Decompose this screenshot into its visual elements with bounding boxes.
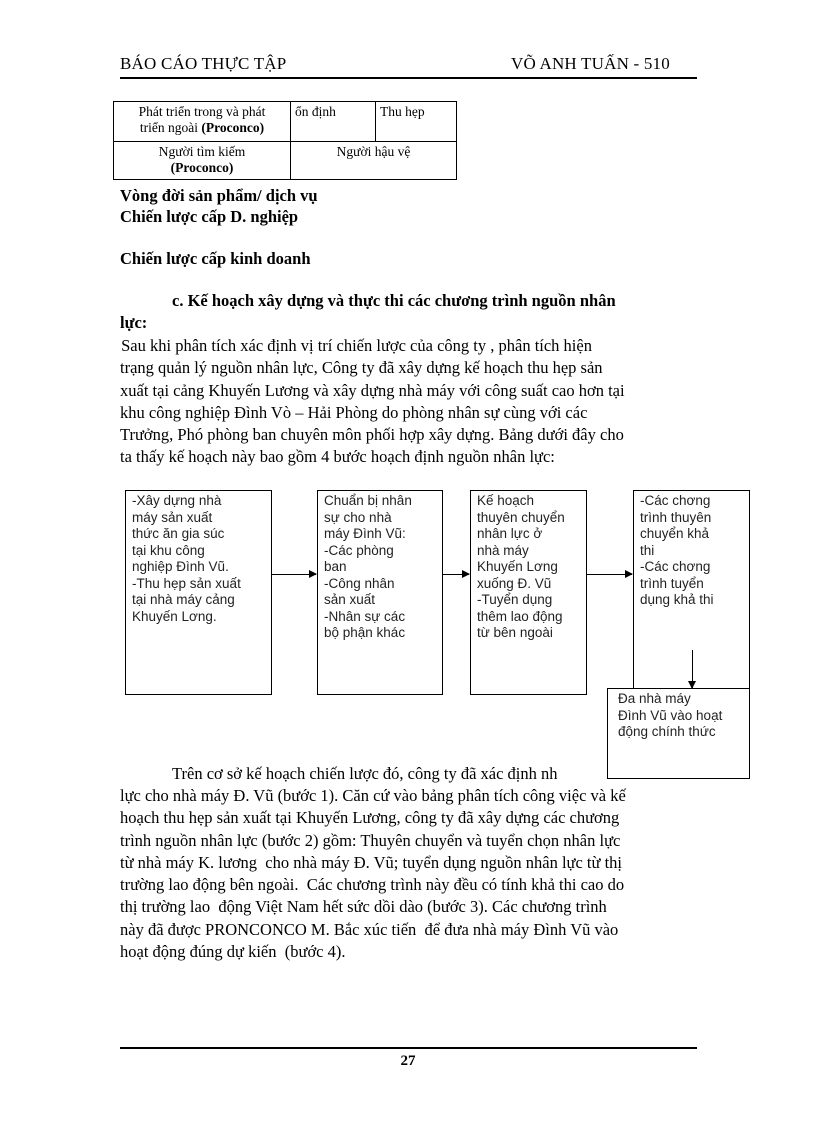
header-rule xyxy=(120,77,697,79)
cell-text: Người tìm kiếm xyxy=(158,144,246,159)
strategy-table xyxy=(113,101,457,180)
table-cell: ổn định xyxy=(291,102,376,142)
flow-arrow-down xyxy=(692,650,693,688)
flow-box-step3: Kế hoạch thuyên chuyển nhân lực ở nhà máy Khuyến Lơng xuống Đ. Vũ -Tuyển dụng thêm lao động từ bên ngoài xyxy=(470,490,587,695)
label-lifecycle: Vòng đời sản phẩm/ dịch vụ xyxy=(120,186,318,205)
text-line: từ nhà máy K. lương cho nhà máy Đ. Vũ; tuyển dụng nguồn nhân lực từ thị xyxy=(120,852,623,872)
text-line: trình nguồn nhân lực (bước 2) gồm: Thuyên chuyển và tuyển chọn nhân lực xyxy=(120,830,621,850)
flow-arrow-right xyxy=(443,574,469,575)
text-line: thị trường lao động Việt Nam hết sức dồi dào (bước 3). Các chương trình xyxy=(120,897,607,917)
flow-box-step1: -Xây dựng nhà máy sản xuất thức ăn gia súc tại khu công nghiệp Đình Vũ. -Thu hẹp sản xuất tại nhà máy cảng Khuyến Lơng. xyxy=(125,490,272,695)
text-line: lực cho nhà máy Đ. Vũ (bước 1). Căn cứ vào bảng phân tích công việc và kế xyxy=(120,786,626,805)
paragraph-2 xyxy=(120,785,710,963)
text-line: trạng quản lý nguồn nhân lực, Công ty đã xây dựng kế hoạch thu hẹp sản xyxy=(120,358,603,378)
text-line: xuất tại cảng Khuyến Lương và xây dựng nhà máy với công suất cao hơn tại xyxy=(120,380,625,400)
text-line: trường lao động bên ngoài. Các chương trình này đều có tính khả thi cao do xyxy=(120,875,625,895)
section-heading: c. Kế hoạch xây dựng và thực thi các chương trình nguồn nhân xyxy=(172,291,616,310)
cell-text: triển ngoài xyxy=(139,120,202,135)
text-line: hoạch thu hẹp sản xuất tại Khuyến Lương, công ty đã xây dựng các chương xyxy=(120,808,620,828)
cell-text-bold: (Proconco) xyxy=(201,120,265,135)
cell-text: Phát triển trong và phát xyxy=(138,104,266,119)
text-line: hoạt động đúng dự kiến (bước 4). xyxy=(120,942,346,962)
page-number: 27 xyxy=(400,1053,416,1069)
footer-rule xyxy=(120,1047,697,1049)
text-line: Trưởng, Phó phòng ban chuyên môn phối hợp xây dựng. Bảng dưới đây cho xyxy=(120,425,624,445)
text-line: này đã được PRONCONCO M. Bắc xúc tiến để đưa nhà máy Đình Vũ vào xyxy=(120,919,619,939)
table-cell: Người hậu vệ xyxy=(291,142,457,180)
flow-arrow-right xyxy=(272,574,316,575)
flow-arrow-right xyxy=(587,574,632,575)
text-line: Sau khi phân tích xác định vị trí chiến lược của công ty , phân tích hiện xyxy=(117,336,592,355)
label-corporate: Chiến lược cấp D. nghiệp xyxy=(120,207,299,226)
header-right: VÕ ANH TUẤN - 510 xyxy=(511,54,670,73)
cell-text-bold: (Proconco) xyxy=(170,160,234,175)
section-heading-cont: lực: xyxy=(120,313,148,332)
paragraph-2-first-line: Trên cơ sở kế hoạch chiến lược đó, công ty đã xác định nh xyxy=(172,764,558,783)
text-line: khu công nghiệp Đình Vò – Hải Phòng do phòng nhân sự cùng với các xyxy=(120,402,588,422)
table-cell: Thu hẹp xyxy=(376,102,457,142)
text-line: ta thấy kế hoạch này bao gồm 4 bước hoạch định nguồn nhân lực: xyxy=(120,447,555,467)
table-cell xyxy=(114,142,291,180)
flow-box-step4: -Các chơng trình thuyên chuyển khả thi -Các chơng trình tuyển dụng khả thi xyxy=(633,490,750,695)
flow-box-step2: Chuẩn bị nhân sự cho nhà máy Đình Vũ: -Các phòng ban -Công nhân sản xuất -Nhân sự các bộ phận khác xyxy=(317,490,443,695)
header-left: BÁO CÁO THỰC TẬP xyxy=(120,54,287,73)
table-cell xyxy=(114,102,291,142)
flow-box-step5: Đa nhà máy Đình Vũ vào hoạt động chính thức xyxy=(607,688,750,779)
label-business: Chiến lược cấp kinh doanh xyxy=(120,249,311,268)
paragraph-1 xyxy=(117,335,707,469)
